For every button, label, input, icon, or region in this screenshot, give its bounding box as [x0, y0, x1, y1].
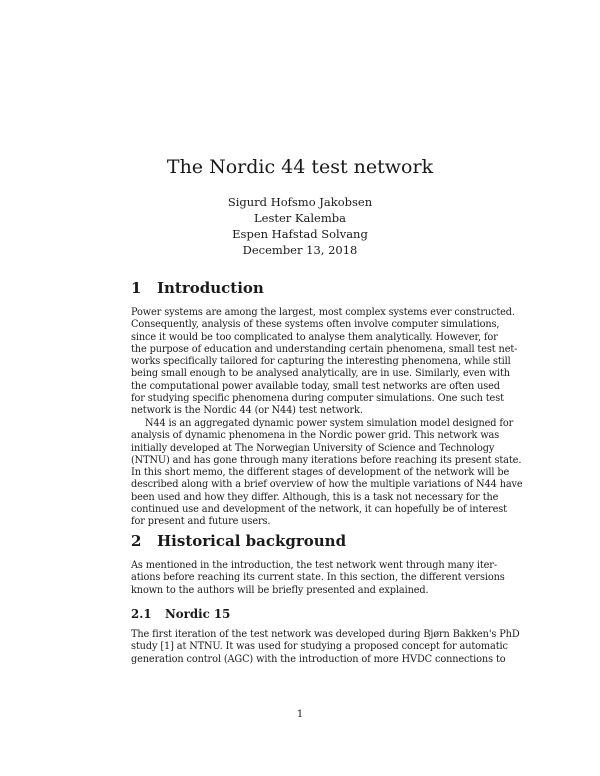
text-line: Consequently, analysis of these systems often involve computer simulations, — [131, 319, 500, 331]
page-number: 1 — [296, 709, 304, 720]
text-line: N44 is an aggregated dynamic power system simulation model designed for — [145, 418, 514, 429]
section-title: Historical background — [157, 532, 347, 550]
author-name: Sigurd Hofsmo Jakobsen — [227, 195, 373, 209]
text-line: (NTNU) and has gone through many iterations before reaching its present state. — [131, 454, 522, 466]
paragraph — [131, 629, 520, 666]
paper-title: The Nordic 44 test network — [166, 156, 434, 178]
text-line: ations before reaching its current state. In this section, the different versions — [131, 572, 505, 584]
section-number: 2 — [131, 532, 142, 550]
paragraph — [131, 560, 505, 597]
text-line: continued use and development of the network, it can hopefully be of interest — [131, 504, 507, 516]
text-line: been used and how they differ. Although, this is a task not necessary for the — [131, 491, 499, 503]
section-heading-introduction — [131, 278, 264, 298]
text-line: study [1] at NTNU. It was used for studying a proposed concept for automatic — [131, 641, 508, 653]
subsection-heading-nordic-15 — [131, 606, 230, 622]
text-line: the computational power available today, small test networks are often used — [131, 380, 500, 392]
author-name: Espen Hafstad Solvang — [232, 227, 368, 241]
text-line: generation control (AGC) with the introduction of more HVDC connections to — [131, 653, 506, 665]
text-line: since it would be too complicated to analyse them analytically. However, for — [131, 331, 498, 343]
text-line: known to the authors will be briefly presented and explained. — [131, 584, 429, 596]
author-list — [0, 194, 600, 242]
author-name: Lester Kalemba — [254, 211, 346, 225]
text-line: the purpose of education and understanding certain phenomena, small test net- — [131, 343, 518, 355]
section-number: 1 — [131, 279, 142, 297]
text-line: Power systems are among the largest, most complex systems ever constructed. — [131, 307, 515, 318]
text-line: The first iteration of the test network was developed during Bjørn Bakken's PhD — [131, 629, 520, 640]
text-line: network is the Nordic 44 (or N44) test network. — [131, 405, 363, 417]
section-heading-historical-background — [131, 531, 346, 551]
text-line: being small enough to be analysed analytically, are in use. Similarly, even with — [131, 368, 510, 380]
text-line: analysis of dynamic phenomena in the Nordic power grid. This network was — [131, 430, 500, 442]
text-line: As mentioned in the introduction, the test network went through many iter- — [131, 560, 498, 571]
text-line: for studying specific phenomena during computer simulations. One such test — [131, 393, 504, 405]
paper-date: December 13, 2018 — [242, 243, 358, 257]
paragraph — [131, 418, 523, 529]
paragraph — [131, 307, 518, 418]
text-line: In this short memo, the different stages of development of the network will be — [131, 467, 510, 479]
text-line: for present and future users. — [131, 516, 271, 528]
subsection-title: Nordic 15 — [165, 607, 231, 621]
text-line: described along with a brief overview of how the multiple variations of N44 have — [131, 479, 523, 491]
text-line: initially developed at The Norwegian University of Science and Technology — [131, 442, 495, 454]
section-title: Introduction — [157, 279, 264, 297]
subsection-number: 2.1 — [131, 607, 152, 621]
text-line: works specifically tailored for capturing the interesting phenomena, while still — [131, 356, 511, 368]
